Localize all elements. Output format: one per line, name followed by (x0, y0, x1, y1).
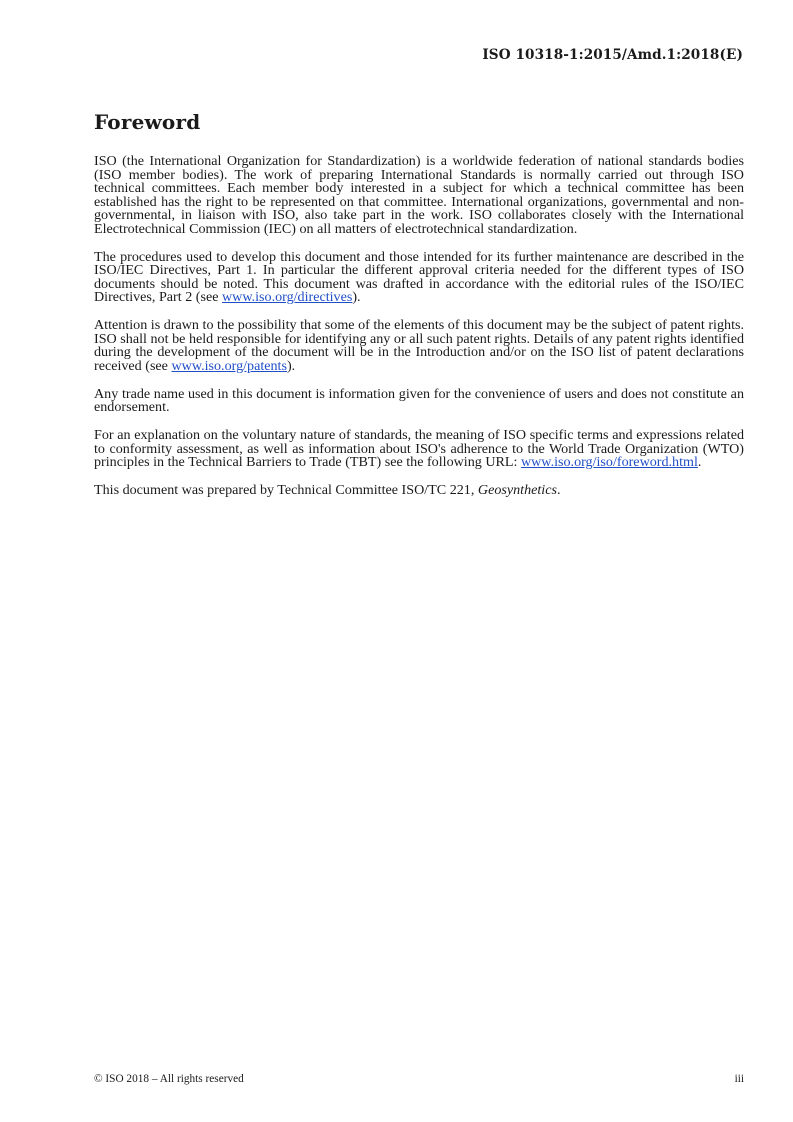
paragraph-text: . (556, 482, 561, 498)
paragraph-text: For an explanation on the voluntary nature of standards, the meaning of ISO specific terms and expressions related to conformity assessment, as well as information about ISO's adherence to the World Trade Organization (WTO) principles in the Technical Barriers to Trade (TBT) see the following URL: (94, 427, 744, 470)
directives-link[interactable]: www.iso.org/directives (221, 289, 353, 305)
paragraph-committee (94, 484, 744, 498)
foreword-link[interactable]: www.iso.org/iso/foreword.html (520, 454, 698, 470)
paragraph-text: . (697, 454, 702, 470)
page-footer (94, 1073, 744, 1085)
committee-name: Geosynthetics (477, 482, 557, 498)
paragraph-text: ). (286, 357, 296, 374)
paragraph-text: Attention is drawn to the possibility that some of the elements of this document may be the subject of patent rights. ISO shall not be held responsible for identifying any or all such patent rights. Details of any patent rights identified during the development of the document will be in the Introduction and/or on the ISO list of patent declarations received (see (94, 317, 744, 374)
paragraph-text: The procedures used to develop this document and those intended for its further maintenance are described in the ISO/IEC Directives, Part 1. In particular the different approval criteria needed for the different types of ISO documents should be noted. This document was drafted in accordance with the editorial rules of the ISO/IEC Directives, Part 2 (see (94, 248, 744, 305)
paragraph-procedures (94, 248, 744, 305)
foreword-body (94, 155, 744, 512)
paragraph-text: This document was prepared by Technical Committee ISO/TC 221, (94, 482, 478, 498)
paragraph-text: ). (352, 289, 361, 305)
patents-link[interactable]: www.iso.org/patents (171, 357, 287, 374)
paragraph-patents (94, 319, 744, 373)
page-number: iii (734, 1073, 744, 1085)
paragraph-iso-intro: ISO (the International Organization for Standardization) is a worldwide federation of national standards bodies (ISO member bodies). The work of preparing International Standards is normally carried out through ISO technical committees. Each member body interested in a subject for which a technical committee has been established has the right to be represented on that committee. International organizations, governmental and non-governmental, in liaison with ISO, also take part in the work. ISO collaborates closely with the International Electrotechnical Commission (IEC) on all matters of electrotechnical standardization. (94, 153, 744, 237)
copyright-notice: © ISO 2018 – All rights reserved (94, 1073, 244, 1085)
paragraph-voluntary-nature (94, 429, 744, 470)
page-title: Foreword (94, 110, 201, 134)
document-code: ISO 10318-1:2015/Amd.1:2018(E) (482, 47, 743, 63)
paragraph-trade-name: Any trade name used in this document is information given for the convenience of users and does not constitute an endorsement. (94, 385, 744, 415)
